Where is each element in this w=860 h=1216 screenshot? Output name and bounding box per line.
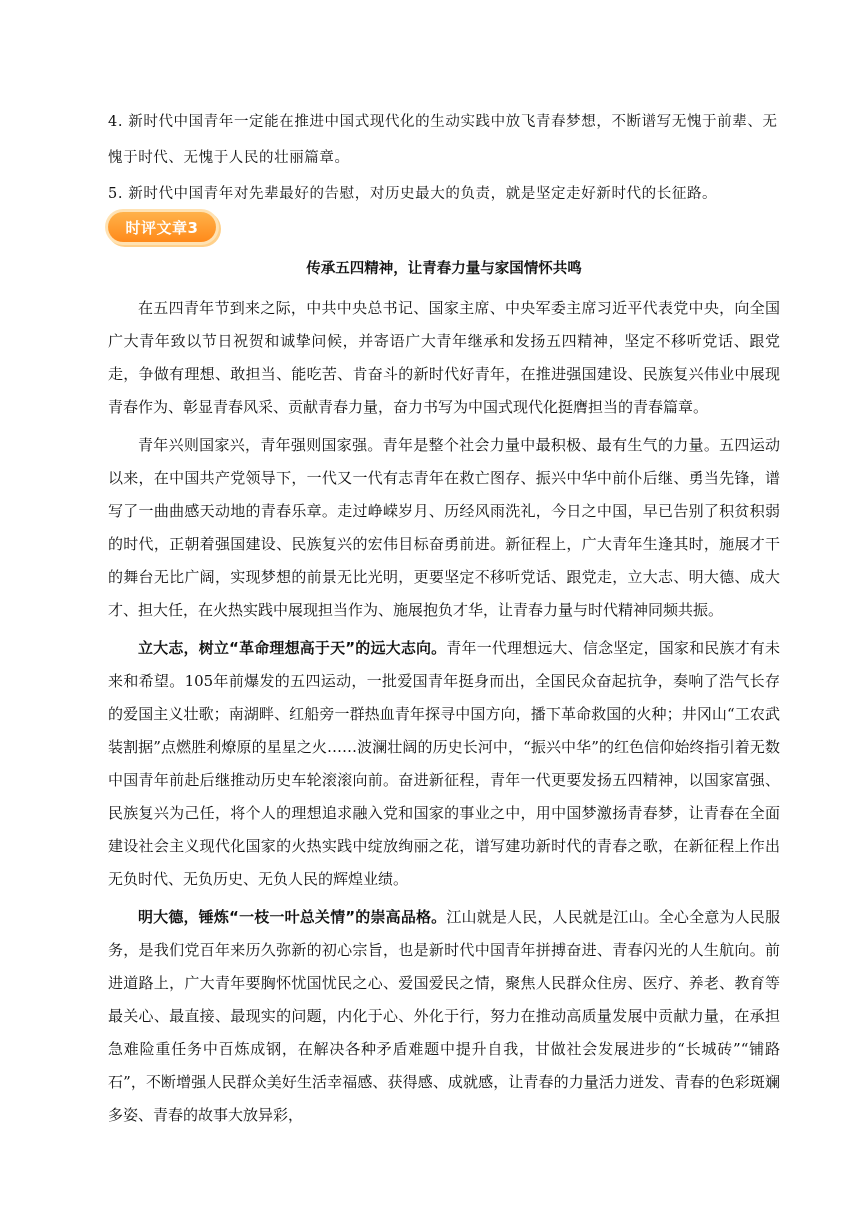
paragraph-3-text: 青年一代理想远大、信念坚定，国家和民族才有未来和希望。105年前爆发的五四运动，一批爱国青年挺身而出，全国民众奋起抗争，奏响了浩气长存的爱国主义壮歌；南湖畔、红船旁一群热血青年探寻中国方向，播下革命救国的火种；井冈山“工农武装割据”点燃胜利燎原的星星之火……波澜壮阔的历史长河中，“振兴中华”的红色信仰始终指引着无数中国青年前赴后继推动历史车轮滚滚向前。奋进新征程，青年一代更要发扬五四精神，以国家富强、民族复兴为己任，将个人的理想追求融入党和国家的事业之中，用中国梦激扬青春梦，让青春在全面建设社会主义现代化国家的火热实践中绽放绚丽之花，谱写建功新时代的青春之歌，在新征程上作出无负时代、无负历史、无负人民的辉煌业绩。 [108,639,780,888]
list-item-5: 5. 新时代中国青年对先辈最好的告慰，对历史最大的负责，就是坚定走好新时代的长征路。 [108,186,718,202]
paragraph-3 [108,632,780,896]
paragraph-3-lead: 立大志，树立“革命理想高于天”的远大志向。 [138,639,447,657]
article-title: 传承五四精神，让青春力量与家国情怀共鸣 [306,261,582,277]
paragraph-4-text: 江山就是人民，人民就是江山。全心全意为人民服务，是我们党百年来历久弥新的初心宗旨，也是新时代中国青年拼搏奋进、青春闪光的人生航向。前进道路上，广大青年要胸怀忧国忧民之心、爱国爱民之情，聚焦人民群众住房、医疗、养老、教育等最关心、最直接、最现实的问题，内化于心、外化于行，努力在推动高质量发展中贡献力量，在承担急难险重任务中百炼成钢，在解决各种矛盾难题中提升自我，甘做社会发展进步的“长城砖”“铺路石”，不断增强人民群众美好生活幸福感、获得感、成就感，让青春的力量活力迸发、青春的色彩斑斓多姿、青春的故事大放异彩， [108,908,780,1124]
numbered-list [108,104,780,212]
article-body [108,292,780,1137]
paragraph-4 [108,901,780,1132]
paragraph-2: 青年兴则国家兴，青年强则国家强。青年是整个社会力量中最积极、最有生气的力量。五四运动以来，在中国共产党领导下，一代又一代有志青年在救亡图存、振兴中华中前仆后继、勇当先锋，谱写了一曲曲感天动地的青春乐章。走过峥嵘岁月、历经风雨洗礼，今日之中国，早已告别了积贫积弱的时代，正朝着强国建设、民族复兴的宏伟目标奋勇前进。新征程上，广大青年生逢其时，施展才干的舞台无比广阔，实现梦想的前景无比光明，更要坚定不移听党话、跟党走，立大志、明大德、成大才、担大任，在火热实践中展现担当作为、施展抱负才华，让青春力量与时代精神同频共振。 [108,436,780,619]
section-badge [108,212,220,246]
list-item-4: 4. 新时代中国青年一定能在推进中国式现代化的生动实践中放飞青春梦想，不断谱写无愧于前辈、无愧于时代、无愧于人民的壮丽篇章。 [108,114,778,166]
paragraph-4-lead: 明大德，锤炼“一枝一叶总关情”的崇高品格。 [138,908,447,926]
section-badge-label: 时评文章3 [108,212,216,242]
paragraph-1: 在五四青年节到来之际，中共中央总书记、国家主席、中央军委主席习近平代表党中央，向全国广大青年致以节日祝贺和诚挚问候，并寄语广大青年继承和发扬五四精神，坚定不移听党话、跟党走，争做有理想、敢担当、能吃苦、肯奋斗的新时代好青年，在推进强国建设、民族复兴伟业中展现青春作为、彰显青春风采、贡献青春力量，奋力书写为中国式现代化挺膺担当的青春篇章。 [108,299,780,416]
